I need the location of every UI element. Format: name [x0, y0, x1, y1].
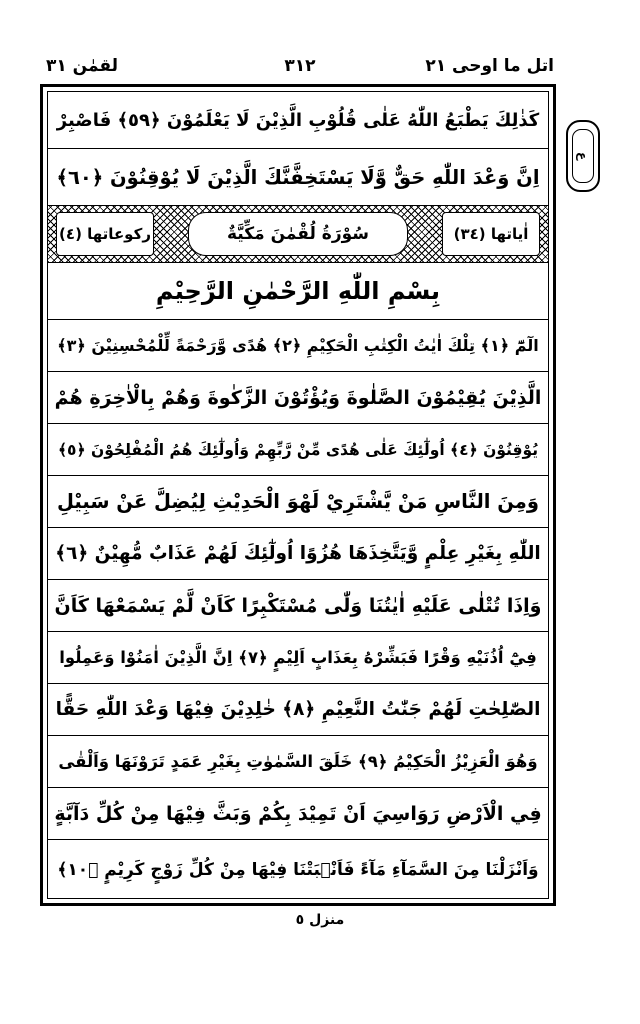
page-frame: [40, 84, 556, 906]
verse-line-5: يُوْقِنُوْنَ ﴿٤﴾ اُولٰٓئِكَ عَلٰى هُدًى مِّنْ رَّبِّهِمْ وَاُولٰٓئِكَ هُمُ الْمُفْلِحُوْنَ ﴿٥﴾: [48, 424, 548, 476]
manzil-footer: منزل ٥: [295, 912, 345, 928]
verse-line-10: الصّٰلِحٰتِ لَهُمْ جَنّٰتُ النَّعِيْمِ ﴿٨﴾ خٰلِدِيْنَ فِيْهَا وَعْدَ اللّٰهِ حَقًّا: [48, 684, 548, 736]
header-page-number: ٣١٢: [284, 56, 316, 76]
verse-line-12: فِي الْاَرْضِ رَوَاسِيَ اَنْ تَمِيْدَ بِكُمْ وَبَثَّ فِيْهَا مِنْ كُلِّ دَآبَّةٍ: [48, 788, 548, 840]
verse-line-11: وَهُوَ الْعَزِيْزُ الْحَكِيْمُ ﴿٩﴾ خَلَقَ السَّمٰوٰتِ بِغَيْرِ عَمَدٍ تَرَوْنَهَا وَاَلْقٰى: [48, 736, 548, 788]
ruku-marker: [566, 120, 600, 192]
ruku-marker-label: ع: [572, 129, 594, 183]
surah-ayat-count: اٰياتها (٣٤): [442, 212, 540, 256]
header-para-title: اتل ما اوحی ٢١: [425, 56, 554, 76]
verse-line-4: الَّذِيْنَ يُقِيْمُوْنَ الصَّلٰوةَ وَيُؤْتُوْنَ الزَّكٰوةَ وَهُمْ بِالْاٰخِرَةِ هُمْ: [48, 372, 548, 424]
verse-line-9: فِيْٓ اُذُنَيْهِ وَقْرًا فَبَشِّرْهُ بِعَذَابٍ اَلِيْمٍ ﴿٧﴾ اِنَّ الَّذِيْنَ اٰمَنُوْا وَعَمِلُوا: [48, 632, 548, 684]
verse-line-3: الٓمّٓ ﴿١﴾ تِلْكَ اٰيٰتُ الْكِتٰبِ الْحَكِيْمِ ﴿٢﴾ هُدًى وَّرَحْمَةً لِّلْمُحْسِنِيْنَ ﴿٣﴾: [48, 320, 548, 372]
surah-name: سُوْرَةُ لُقْمٰنَ مَكِّيَّةٌ: [188, 212, 408, 256]
verse-line-13: وَاَنْزَلْنَا مِنَ السَّمَآءِ مَآءً فَاَنْۢبَتْنَا فِيْهَا مِنْ كُلِّ زَوْجٍ كَرِيْمٍ ﴿١٠﴾: [57, 859, 539, 880]
surah-header-band: [48, 206, 548, 263]
header-surah-title: لقمٰن ٣١: [46, 56, 118, 76]
surah-ruku-count: رکوعاتها (٤): [56, 212, 154, 256]
verse-line-7: اللّٰهِ بِغَيْرِ عِلْمٍ وَّيَتَّخِذَهَا هُزُوًا اُولٰٓئِكَ لَهُمْ عَذَابٌ مُّهِيْنٌ ﴿٦﴾: [48, 528, 548, 580]
verse-line-6: وَمِنَ النَّاسِ مَنْ يَّشْتَرِيْ لَهْوَ الْحَدِيْثِ لِيُضِلَّ عَنْ سَبِيْلِ: [48, 476, 548, 528]
verse-line-1: كَذٰلِكَ يَطْبَعُ اللّٰهُ عَلٰى قُلُوْبِ الَّذِيْنَ لَا يَعْلَمُوْنَ ﴿٥٩﴾ فَاصْبِرْ: [48, 92, 548, 149]
verse-line-8: وَاِذَا تُتْلٰى عَلَيْهِ اٰيٰتُنَا وَلّٰى مُسْتَكْبِرًا كَاَنْ لَّمْ يَسْمَعْهَا كَاَنَّ: [48, 580, 548, 632]
verse-line-2: اِنَّ وَعْدَ اللّٰهِ حَقٌّ وَّلَا يَسْتَخِفَّنَّكَ الَّذِيْنَ لَا يُوْقِنُوْنَ ﴿٦٠﴾: [48, 149, 548, 206]
bismillah-line: بِسْمِ اللّٰهِ الرَّحْمٰنِ الرَّحِيْمِ: [48, 263, 548, 320]
text-block: [47, 91, 549, 899]
page-header: [40, 54, 560, 82]
